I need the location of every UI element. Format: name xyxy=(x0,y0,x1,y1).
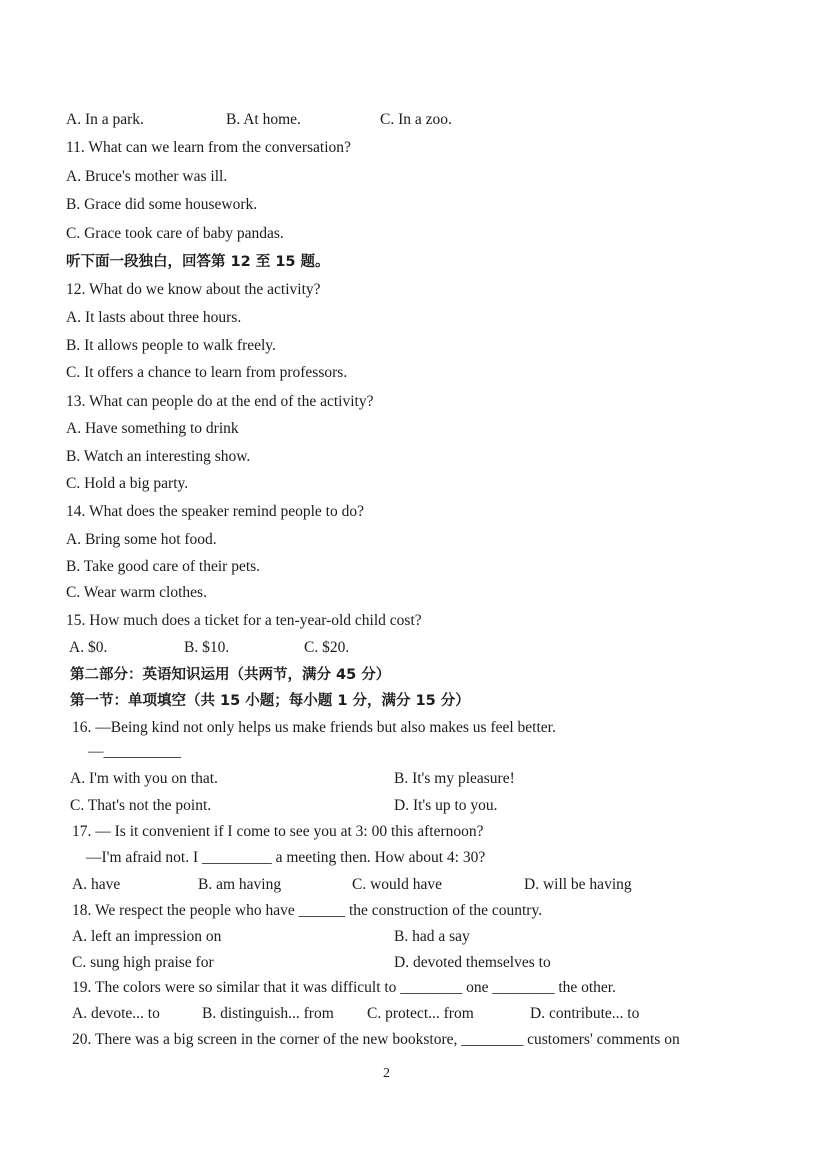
q12-option-a: A. It lasts about three hours. xyxy=(66,309,242,326)
q18-option-d: D. devoted themselves to xyxy=(394,954,551,971)
q11-option-c: C. Grace took care of baby pandas. xyxy=(66,225,284,242)
q17-option-b: B. am having xyxy=(198,876,282,893)
q11-stem: 11. What can we learn from the conversation? xyxy=(66,139,351,156)
q20-stem: 20. There was a big screen in the corner of the new bookstore, ________ customers' comments on xyxy=(72,1031,680,1048)
q15-option-c: C. $20. xyxy=(304,639,350,656)
q12-stem: 12. What do we know about the activity? xyxy=(66,281,321,298)
part2-heading: 第二部分：英语知识运用（共两节，满分 45 分） xyxy=(70,667,391,683)
q13-option-a: A. Have something to drink xyxy=(66,420,239,437)
q19-option-b: B. distinguish... from xyxy=(202,1005,334,1022)
q13-option-c: C. Hold a big party. xyxy=(66,475,189,492)
q18-stem: 18. We respect the people who have ______ the construction of the country. xyxy=(72,902,543,919)
q16-reply: —__________ xyxy=(88,743,181,760)
q18-option-c: C. sung high praise for xyxy=(72,954,214,971)
monologue-instruction: 听下面一段独白，回答第 12 至 15 题。 xyxy=(66,254,330,270)
q10-option-c: C. In a zoo. xyxy=(380,111,452,128)
q17-option-a: A. have xyxy=(72,876,121,893)
section1-heading: 第一节：单项填空（共 15 小题；每小题 1 分，满分 15 分） xyxy=(70,693,470,709)
q14-option-a: A. Bring some hot food. xyxy=(66,531,217,548)
q16-option-b: B. It's my pleasure! xyxy=(394,770,515,787)
q14-option-b: B. Take good care of their pets. xyxy=(66,558,261,575)
q19-stem: 19. The colors were so similar that it was difficult to ________ one ________ the other. xyxy=(72,979,616,996)
q12-option-b: B. It allows people to walk freely. xyxy=(66,337,276,354)
q19-option-d: D. contribute... to xyxy=(530,1005,640,1022)
q14-option-c: C. Wear warm clothes. xyxy=(66,584,207,601)
q16-option-d: D. It's up to you. xyxy=(394,797,498,814)
q11-option-a: A. Bruce's mother was ill. xyxy=(66,168,228,185)
q16-option-c: C. That's not the point. xyxy=(70,797,212,814)
page-number: 2 xyxy=(383,1066,390,1081)
q16-option-a: A. I'm with you on that. xyxy=(70,770,218,787)
q16-stem: 16. —Being kind not only helps us make friends but also makes us feel better. xyxy=(72,719,556,736)
q17-option-c: C. would have xyxy=(352,876,442,893)
q18-option-a: A. left an impression on xyxy=(72,928,222,945)
q19-option-a: A. devote... to xyxy=(72,1005,160,1022)
q19-option-c: C. protect... from xyxy=(367,1005,474,1022)
q15-stem: 15. How much does a ticket for a ten-year-old child cost? xyxy=(66,612,422,629)
q18-option-b: B. had a say xyxy=(394,928,470,945)
q17-reply: —I'm afraid not. I _________ a meeting then. How about 4: 30? xyxy=(86,849,486,866)
q13-stem: 13. What can people do at the end of the activity? xyxy=(66,393,374,410)
q17-option-d: D. will be having xyxy=(524,876,632,893)
q12-option-c: C. It offers a chance to learn from professors. xyxy=(66,364,348,381)
q17-stem: 17. — Is it convenient if I come to see you at 3: 00 this afternoon? xyxy=(72,823,484,840)
q14-stem: 14. What does the speaker remind people to do? xyxy=(66,503,364,520)
q10-option-a: A. In a park. xyxy=(66,111,144,128)
q10-option-b: B. At home. xyxy=(226,111,301,128)
q11-option-b: B. Grace did some housework. xyxy=(66,196,258,213)
q13-option-b: B. Watch an interesting show. xyxy=(66,448,251,465)
q15-option-b: B. $10. xyxy=(184,639,230,656)
q15-option-a: A. $0. xyxy=(69,639,108,656)
